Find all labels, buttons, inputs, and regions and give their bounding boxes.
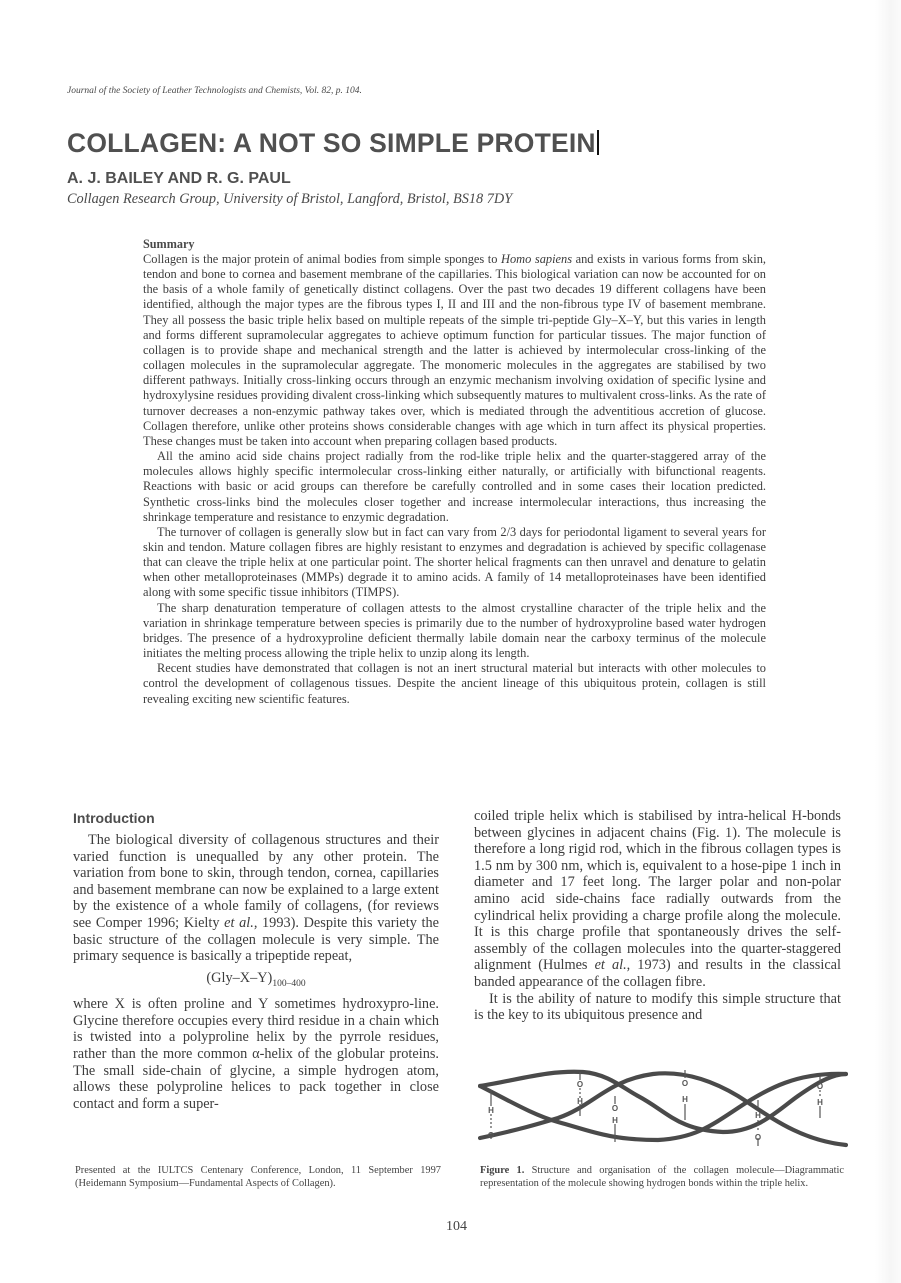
helix-strand — [480, 1073, 846, 1145]
summary-paragraph: The sharp denaturation temperature of collagen attests to the almost crystalline character of the triple helix and the variation in shrinkage temperature between species is primarily due to the number of hydroxyproline based water hydrogen bridges. The presence of a hydroxyproline deficient thermally labile domain near the carboxy terminus of the molecule initiates the melting process allowing the triple helix to unzip along its length. — [143, 600, 766, 661]
hydrogen-label: H — [577, 1097, 583, 1106]
summary-section — [143, 237, 766, 707]
hydrogen-label: H — [817, 1098, 823, 1107]
paper-title-text: COLLAGEN: A NOT SO SIMPLE PROTEIN — [67, 128, 596, 158]
summary-paragraph — [143, 252, 766, 449]
intro-p1-text: The biological diversity of collagenous structures and their varied function is unequalled by any other protein. The variation from bone to skin, through tendon, cornea, capillaries and basement membrane can now be explained to a large extent by the existence of a whole family of collagens, (for reviews see Comper 1996; Kielty — [73, 832, 439, 931]
triple-helix-figure — [478, 1060, 848, 1156]
oxygen-label: O — [487, 1131, 495, 1140]
oxygen-label: O — [611, 1104, 619, 1113]
citation-et-al: et al. — [594, 957, 627, 974]
paper-title — [67, 128, 599, 159]
summary-paragraph: The turnover of collagen is generally slow but in fact can vary from 2/3 days for periodontal ligament to several years for skin and tendon. Mature collagen fibres are highly resistant to enzymes and degradation is achieved by specific collagenase that can cleave the triple helix at one particular point. The shorter helical fragments can then unravel and denature to gelatin when other metalloproteinases (MMPs) degrade it to amino acids. A family of 14 metalloproteinases have been identified along with some specific tissue inhibitors (TIMPS). — [143, 524, 766, 600]
citation-et-al: et al. — [224, 914, 254, 931]
hydrogen-label: H — [612, 1116, 618, 1125]
intro-p3-text: coiled triple helix which is stabilised by intra-helical H-bonds between glycines in adjacent chains (Fig. 1). The molecule is therefore a long rigid rod, which in the fibrous collagen types is 1.5 nm by 300 nm, which is, equivalent to a hose-pipe 1 inch in diameter and 17 feet long. The larger polar and non-polar amino acid side-chains face radially outwards from the cylindrical helix providing a charge profile along the molecule. It is this charge profile that spontaneously drives the self-assembly of the collagen molecules into the quarter-staggered alignment (Hulmes — [474, 808, 841, 974]
introduction-heading: Introduction — [73, 810, 155, 826]
summary-p1-text-cont: and exists in various forms from skin, tendon and bone to cornea and basement membrane of the capillaries. This biological variation can now be accounted for on the basis of a whole family of genetically distinct collagens. Over the past two decades 19 different collagens have been identified, although the major types are the fibrous types I, II and III and the non-fibrous type IV of basement membrane. They all possess the basic triple helix based on multiple repeats of the simple tri-peptide Gly–X–Y, but this varies in length and forms different supramolecular aggregates to achieve optimum function for particular tissues. The major function of collagen is to provide shape and mechanical strength and the latter is achieved by intermolecular cross-linking of the collagen molecules in the supramolecular aggregate. The monomeric molecules in the aggregates are stabilised by two different pathways. Initially cross-linking occurs through an enzymic mechanism involving oxidation of specific lysine and hydroxylysine residues providing divalent cross-linking which subsequently matures to multivalent cross-links. As the rate of turnover decreases a non-enzymic pathway takes over, which is mediated through the adventitious accretion of glucose. Collagen therefore, unlike other proteins shows considerable changes with age which in turn affect its physical properties. These changes must be taken into account when preparing collagen based products. — [143, 252, 766, 448]
figure-caption — [480, 1164, 844, 1190]
oxygen-label: O — [816, 1082, 824, 1091]
left-column — [73, 810, 439, 1112]
hydrogen-label: H — [755, 1111, 761, 1120]
affiliation: Collagen Research Group, University of Bristol, Langford, Bristol, BS18 7DY — [67, 191, 513, 207]
authors: A. J. BAILEY AND R. G. PAUL — [67, 170, 291, 187]
intro-p1-text-cont: , 1993). Despite this variety the basic structure of the collagen molecule is very simple. The primary sequence is basically a tripeptide repeat, — [73, 914, 439, 965]
scan-edge-shadow — [875, 0, 901, 1283]
summary-paragraph: All the amino acid side chains project radially from the rod-like triple helix and the quarter-staggered array of the molecules allows highly specific intermolecular cross-linking either naturally, or artificially with bifunctional reagents. Reactions with basic or acid groups can therefore be carefully controlled and in some cases their location predicted. Synthetic cross-links bind the molecules closer together and increase intermolecular interactions, thus increasing the shrinkage temperature and resistance to enzymic degradation. — [143, 449, 766, 524]
conference-footnote: Presented at the IULTCS Centenary Conference, London, 11 September 1997 (Heidemann Symposium—Fundamental Aspects of Collagen). — [75, 1165, 441, 1190]
intro-p3-text-cont: , 1973) and results in the classical banded appearance of the collagen fibre. — [474, 957, 842, 990]
figure-caption-label: Figure 1. — [480, 1165, 525, 1176]
species-name: Homo sapiens — [501, 252, 573, 266]
summary-paragraph: Recent studies have demonstrated that collagen is not an inert structural material but interacts with other molecules to control the development of collagenous tissues. Despite the ancient lineage of this ubiquitous protein, collagen is still revealing exciting new scientific features. — [143, 661, 766, 706]
text-cursor — [597, 130, 599, 155]
summary-heading: Summary — [143, 237, 195, 251]
formula-main: (Gly–X–Y) — [206, 969, 273, 986]
oxygen-label: O — [576, 1080, 584, 1089]
body-paragraph: It is the ability of nature to modify this simple structure that is the key to its ubiquitous presence and — [474, 990, 841, 1024]
page-number: 104 — [446, 1219, 467, 1234]
oxygen-label: O — [681, 1079, 689, 1088]
body-paragraph — [474, 808, 841, 991]
summary-p1-text: Collagen is the major protein of animal bodies from simple sponges to — [143, 252, 502, 266]
journal-citation: Journal of the Society of Leather Technologists and Chemists, Vol. 82, p. 104. — [67, 86, 362, 96]
figure-caption-text: Structure and organisation of the collagen molecule—Diagrammatic representation of the molecule showing hydrogen bonds within the triple helix. — [480, 1165, 844, 1190]
body-paragraph — [73, 832, 439, 965]
tripeptide-formula — [73, 970, 439, 992]
oxygen-label: O — [754, 1133, 762, 1142]
hydrogen-label: H — [682, 1095, 688, 1104]
formula-subscript: 100–400 — [272, 978, 306, 989]
right-column — [474, 808, 841, 1024]
body-paragraph: where X is often proline and Y sometimes hydroxypro-line. Glycine therefore occupies every third residue in a chain which is twisted into a polyproline helix by the pyrrole residues, rather than the more common α-helix of the globular proteins. The small side-chain of glycine, a simple hydrogen atom, allows these polyproline helices to pack together in close contact and form a super- — [73, 996, 439, 1112]
hydrogen-label: H — [488, 1106, 494, 1115]
